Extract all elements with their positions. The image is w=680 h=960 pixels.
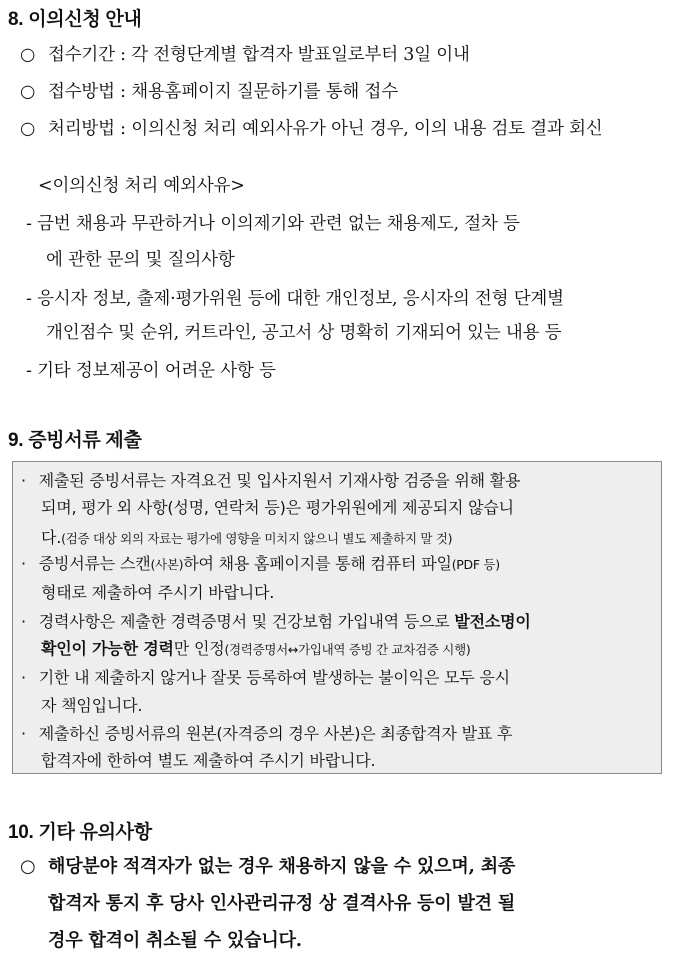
section-8-heading: 8. 이의신청 안내: [8, 9, 142, 30]
exception-item-2-line-2: 개인점수 및 순위, 커트라인, 공고서 상 명확히 기재되어 있는 내용 등: [46, 323, 562, 343]
section-8-item-method: ○ 접수방법 : 채용홈페이지 질문하기를 통해 접수: [20, 82, 398, 102]
dot-bullet-icon: ·: [21, 668, 26, 687]
final-notice-line-1: ○ 해당분야 적격자가 없는 경우 채용하지 않을 수 있으며, 최종: [20, 856, 516, 877]
section-8-item-processing: ○ 처리방법 : 이의신청 처리 예외사유가 아닌 경우, 이의 내용 검토 결과 회신: [20, 119, 603, 139]
exception-item-3: - 기타 정보제공이 어려운 사항 등: [26, 361, 276, 381]
documents-notice-box: [12, 461, 662, 774]
notice-item-5-line-1: · 제출하신 증빙서류의 원본(자격증의 경우 사본)은 최종합격자 발표 후: [21, 724, 513, 743]
exceptions-title: <이의신청 처리 예외사유>: [38, 176, 245, 196]
section-10-heading: 10. 기타 유의사항: [8, 822, 152, 843]
section-8-item-period: ○ 접수기간 : 각 전형단계별 합격자 발표일로부터 3일 이내: [20, 45, 470, 65]
notice-item-1-line-3: 다.(검증 대상 외의 자료는 평가에 영향을 미치지 않으니 별도 제출하지 말 것): [41, 528, 453, 547]
exception-item-2-line-1: - 응시자 정보, 출제·평가위원 등에 대한 개인정보, 응시자의 전형 단계별: [26, 289, 564, 309]
notice-item-2-line-1: · 증빙서류는 스캔(사본)하여 채용 홈페이지를 통해 컴퓨터 파일(PDF 등): [21, 554, 500, 573]
circle-bullet-icon: ○: [20, 119, 36, 139]
notice-item-1-line-2: 되며, 평가 외 사항(성명, 연락처 등)은 평가위원에게 제공되지 않습니: [41, 498, 514, 517]
circle-bullet-icon: ○: [20, 856, 36, 877]
final-notice-line-3: 경우 합격이 취소될 수 있습니다.: [48, 930, 302, 951]
notice-item-3-line-2: 확인이 가능한 경력만 인정(경력증명서↔가입내역 증빙 간 교차검증 시행): [41, 639, 471, 658]
notice-item-4-line-2: 자 책임입니다.: [41, 696, 143, 715]
exception-item-1-line-2: 에 관한 문의 및 질의사항: [46, 250, 235, 270]
dot-bullet-icon: ·: [21, 724, 26, 743]
final-notice-line-2: 합격자 통지 후 당사 인사관리규정 상 결격사유 등이 발견 될: [48, 893, 516, 914]
dot-bullet-icon: ·: [21, 471, 26, 490]
section-9-heading: 9. 증빙서류 제출: [8, 430, 142, 451]
dot-bullet-icon: ·: [21, 612, 26, 631]
notice-item-4-line-1: · 기한 내 제출하지 않거나 잘못 등록하여 발생하는 불이익은 모두 응시: [21, 668, 510, 687]
notice-item-1-line-1: · 제출된 증빙서류는 자격요건 및 입사지원서 기재사항 검증을 위해 활용: [21, 471, 521, 490]
notice-item-3-line-1: · 경력사항은 제출한 경력증명서 및 건강보험 가입내역 등으로 발전소명이: [21, 612, 531, 631]
notice-item-2-line-2: 형태로 제출하여 주시기 바랍니다.: [41, 583, 275, 602]
circle-bullet-icon: ○: [20, 45, 36, 65]
dot-bullet-icon: ·: [21, 554, 26, 573]
exception-item-1-line-1: - 금번 채용과 무관하거나 이의제기와 관련 없는 채용제도, 절차 등: [26, 214, 520, 234]
circle-bullet-icon: ○: [20, 82, 36, 102]
notice-item-5-line-2: 합격자에 한하여 별도 제출하여 주시기 바랍니다.: [41, 751, 376, 770]
